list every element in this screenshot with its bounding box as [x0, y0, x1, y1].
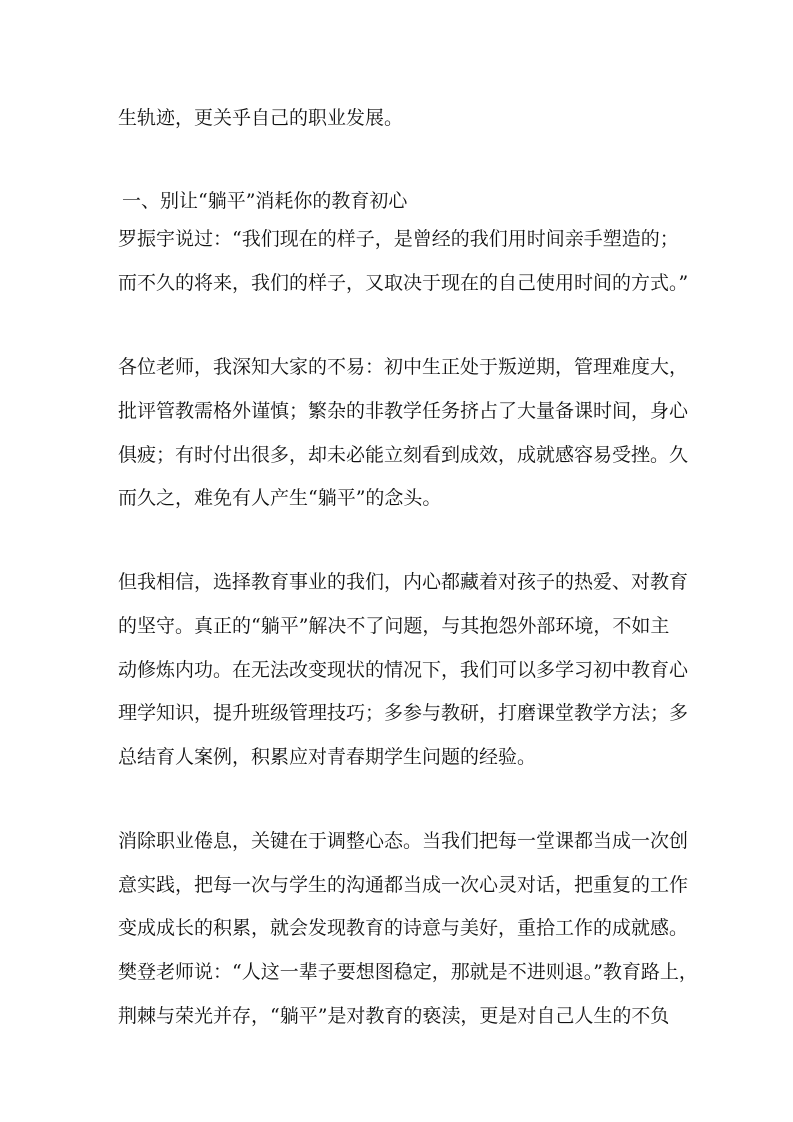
text-line: 而不久的将来，我们的样子，又取决于现在的自己使用时间的方式。”: [118, 272, 689, 294]
text-line: 理学知识，提升班级管理技巧；多参与教研，打磨课堂教学方法；多: [118, 702, 689, 724]
text-line: 而久之，难免有人产生“躺平”的念头。: [118, 487, 442, 509]
text-line: 的坚守。真正的“躺平”解决不了问题，与其抱怨外部环境，不如主: [118, 615, 670, 637]
text-line: 动修炼内功。在无法改变现状的情况下，我们可以多学习初中教育心: [118, 659, 689, 681]
text-line: 但我相信，选择教育事业的我们，内心都藏着对孩子的热爱、对教育: [118, 571, 689, 593]
text-line: 消除职业倦息，关键在于调整心态。当我们把每一堂课都当成一次创: [118, 830, 689, 852]
text-line: 樊登老师说：“人这一辈子要想图稳定，那就是不进则退。”教育路上，: [118, 961, 698, 983]
text-line: 批评管教需格外谨慎；繁杂的非教学任务挤占了大量备课时间，身心: [118, 400, 689, 422]
text-line: 荆棘与荣光并存，“躺平”是对教育的亵渎，更是对自己人生的不负: [118, 1005, 670, 1027]
text-line: 总结育人案例，积累应对青春期学生问题的经验。: [118, 746, 537, 768]
text-line: 罗振宇说过：“我们现在的样子，是曾经的我们用时间亲手塑造的；: [118, 228, 679, 250]
text-line: 生轨迹，更关乎自己的职业发展。: [118, 107, 404, 129]
text-line: 各位老师，我深知大家的不易：初中生正处于叛逆期，管理难度大，: [118, 356, 689, 378]
text-line: 俱疲；有时付出很多，却未必能立刻看到成效，成就感容易受挫。久: [118, 444, 689, 466]
text-line: 意实践，把每一次与学生的沟通都当成一次心灵对话，把重复的工作: [118, 874, 689, 896]
text-line: 变成成长的积累，就会发现教育的诗意与美好，重拾工作的成就感。: [118, 917, 689, 939]
section-heading: 一、别让“躺平”消耗你的教育初心: [122, 190, 408, 212]
